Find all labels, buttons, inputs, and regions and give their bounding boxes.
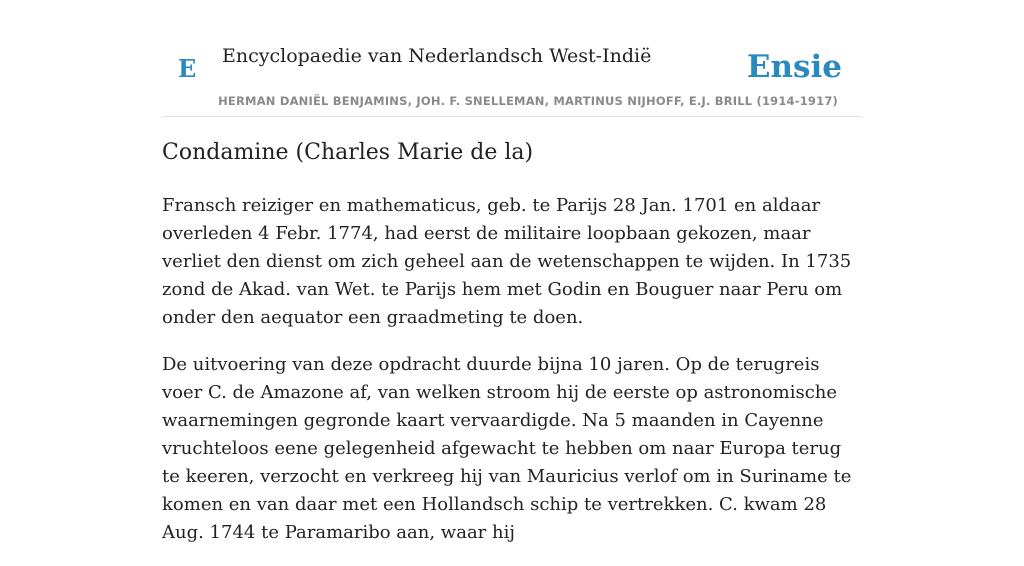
source-header bbox=[162, 0, 862, 117]
paragraph: De uitvoering van deze opdracht duurde bijna 10 jaren. Op de terugreis voer C. de Amazone af, van welken stroom hij de eerste op astronomische waarnemingen gegronde kaart vervaardigde. Na 5 maanden in Cayenne vruchteloos eene gelegenheid afgewacht te hebben om naar Europa terug te keeren, verzocht en verkreeg hij van Mauricius verlof om in Suriname te komen en van daar met een Hollandsch schip te vertrekken. C. kwam 28 Aug. 1744 te Paramaribo aan, waar hij bbox=[162, 354, 852, 543]
brand-logo-link[interactable]: Ensie bbox=[746, 49, 842, 85]
paragraph: Fransch reiziger en mathematicus, geb. te Parijs 28 Jan. 1701 en aldaar overleden 4 Febr. 1774, had eerst de militaire loopbaan gekozen, maar verliet den dienst om zich geheel aan de wetenschappen te wijden. In 1735 zond de Akad. van Wet. te Parijs hem met Godin en Bouguer naar Peru om onder den aequator een graadmeting te doen. bbox=[162, 195, 852, 328]
entry-title: Condamine (Charles Marie de la) bbox=[162, 140, 534, 165]
entry-body bbox=[162, 192, 862, 566]
source-logo[interactable]: E bbox=[178, 54, 197, 83]
source-authors: HERMAN DANIËL BENJAMINS, JOH. F. SNELLEMAN, MARTINUS NIJHOFF, E.J. BRILL (1914-1917) bbox=[218, 94, 838, 108]
source-title-link[interactable]: Encyclopaedie van Nederlandsch West-Indië bbox=[222, 45, 652, 67]
page bbox=[162, 0, 862, 543]
